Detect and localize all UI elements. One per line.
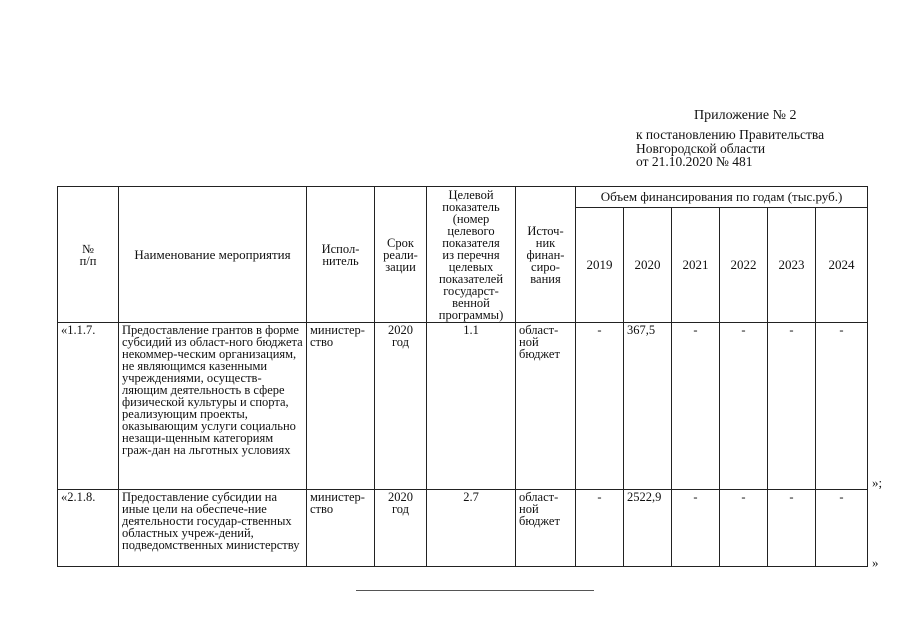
appendix-line-3: от 21.10.2020 № 481 <box>636 154 753 169</box>
appendix-reference <box>636 128 824 169</box>
header-year-2024: 2024 <box>816 208 868 323</box>
row-num: «1.1.7. <box>58 323 119 490</box>
appendix-title: Приложение № 2 <box>694 108 797 123</box>
row-value-2020: 2522,9 <box>624 490 672 567</box>
header-funding: Объем финансирования по годам (тыс.руб.) <box>576 187 868 208</box>
row-target: 1.1 <box>427 323 516 490</box>
row-executor: министер-ство <box>307 490 375 567</box>
row-name: Предоставление субсидии на иные цели на обеспече-ние деятельности государ-ственных областных учреж-дений, подведомственных министерству <box>119 490 307 567</box>
header-year-2023: 2023 <box>768 208 816 323</box>
row-target: 2.7 <box>427 490 516 567</box>
footer-divider <box>356 590 594 591</box>
row-num: «2.1.8. <box>58 490 119 567</box>
row-value-2021: - <box>672 490 720 567</box>
row-value-2024: - <box>816 490 868 567</box>
header-year-2021: 2021 <box>672 208 720 323</box>
header-year-2019: 2019 <box>576 208 624 323</box>
table-row <box>58 323 868 490</box>
closing-quote-1: »; <box>872 475 883 490</box>
row-source: област-ной бюджет <box>516 323 576 490</box>
header-source: Источ- ник финан- сиро- вания <box>516 187 576 323</box>
header-year-2020: 2020 <box>624 208 672 323</box>
row-value-2024: - <box>816 323 868 490</box>
row-executor: министер-ство <box>307 323 375 490</box>
header-name: Наименование мероприятия <box>119 187 307 323</box>
header-year-2022: 2022 <box>720 208 768 323</box>
appendix-line-1: к постановлению Правительства <box>636 127 825 142</box>
row-term: 2020 год <box>375 490 427 567</box>
row-value-2023: - <box>768 490 816 567</box>
row-source: област-ной бюджет <box>516 490 576 567</box>
row-value-2021: - <box>672 323 720 490</box>
row-term: 2020 год <box>375 323 427 490</box>
row-value-2019: - <box>576 323 624 490</box>
appendix-line-2: Новгородской области <box>636 140 766 156</box>
row-value-2022: - <box>720 323 768 490</box>
header-num: № п/п <box>58 187 119 323</box>
funding-table <box>57 186 868 567</box>
header-executor: Испол- нитель <box>307 187 375 323</box>
row-value-2023: - <box>768 323 816 490</box>
row-value-2022: - <box>720 490 768 567</box>
header-term: Срок реали- зации <box>375 187 427 323</box>
closing-quote-2: » <box>872 555 879 570</box>
table-row <box>58 490 868 567</box>
row-value-2019: - <box>576 490 624 567</box>
row-value-2020: 367,5 <box>624 323 672 490</box>
header-target: Целевой показатель (номер целевого показателя из перечня целевых показателей государст- венной программы) <box>427 187 516 323</box>
row-name: Предоставление грантов в форме субсидий из област-ного бюджета некоммер-ческим организациям, не являющимся казенными учреждениями, осуществ-ляющим деятельность в сфере физической культуры и спорта, реализующим проекты, оказывающим услуги социально незащи-щенным категориям граж-дан на льготных условиях <box>119 323 307 490</box>
